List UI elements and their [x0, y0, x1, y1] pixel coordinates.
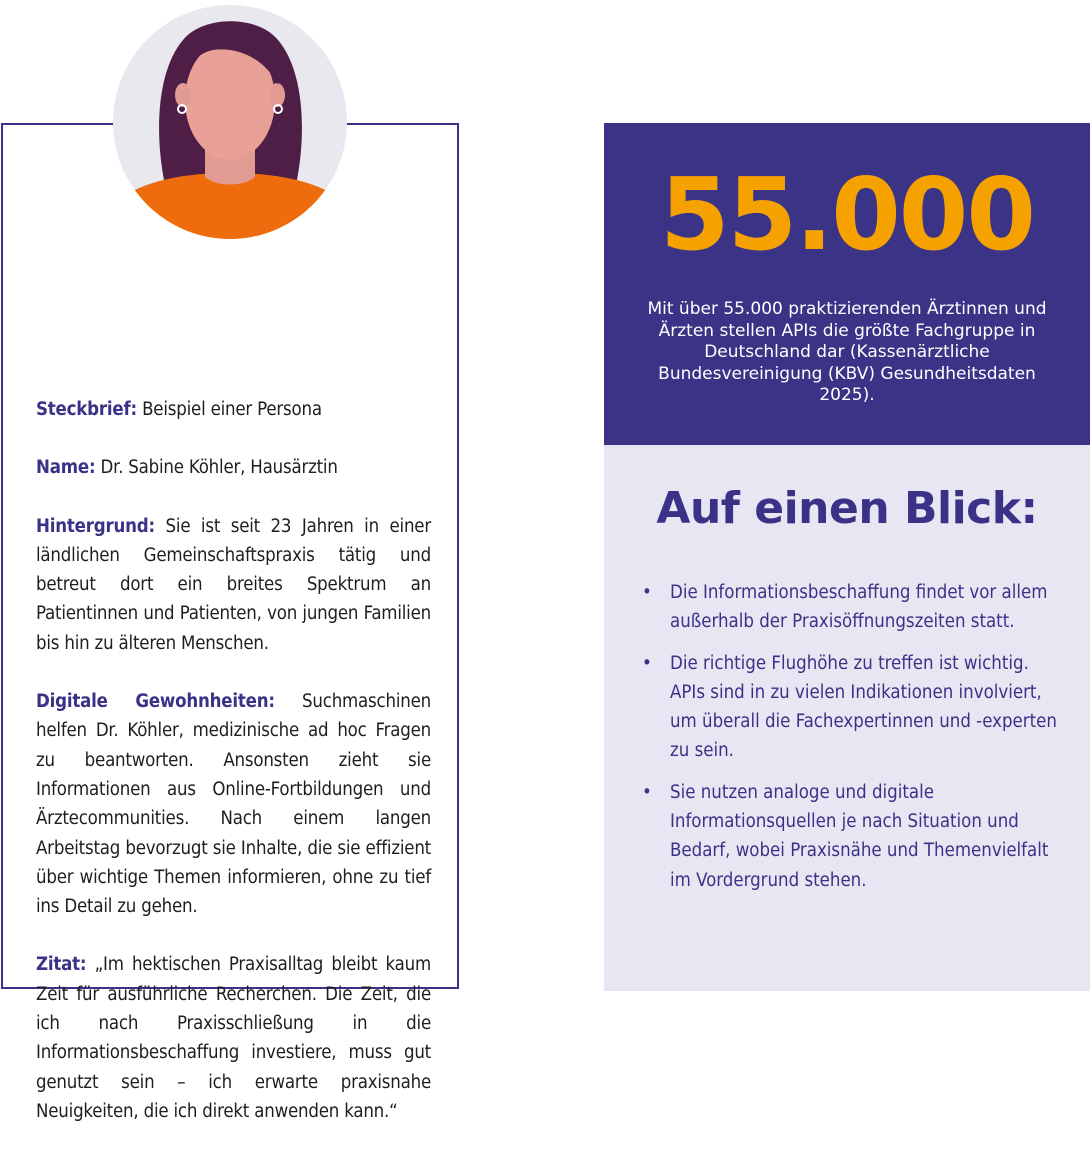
- stat-number: 55.000: [660, 156, 1034, 273]
- zitat-text: „Im hektischen Praxisalltag bleibt kaum Zeit für ausführliche Recherchen. Die Zeit, die ich nach Praxisschließung in die Informationsbeschaffung investiere, muss gut genutzt sein – ich erwarte praxisnahe Neuigkeiten, die ich direkt anwenden kann.“: [36, 954, 431, 1122]
- avatar-illustration: [113, 5, 347, 239]
- hintergrund-label: Hintergrund:: [36, 515, 155, 537]
- persona-card: [1, 123, 459, 1122]
- stat-description: Mit über 55.000 praktizierenden Ärztinnen und Ärzten stellen APIs die größte Fachgruppe in Deutschland dar (Kassenärztliche Bundesvereinigung (KBV) Gesundheitsdaten 2025).: [647, 299, 1047, 405]
- name-value: Dr. Sabine Köhler, Hausärztin: [95, 457, 338, 479]
- list-item-text: Die Informationsbeschaffung findet vor allem außerhalb der Praxisöffnungszeiten statt.: [670, 582, 1048, 633]
- summary-title: Auf einen Blick:: [656, 483, 1038, 534]
- list-item-text: Sie nutzen analoge und digitale Informationsquellen je nach Situation und Bedarf, wobei Praxisnähe und Themenvielfalt im Vordergrund stehen.: [670, 781, 1049, 891]
- list-item-text: Die richtige Flughöhe zu treffen ist wichtig. APIs sind in zu vielen Indikationen involviert, um überall die Fachexpertinnen und -experten zu sein.: [670, 652, 1057, 762]
- summary-list: [640, 578, 1060, 907]
- stat-panel: [604, 123, 1090, 445]
- list-item: [640, 778, 1060, 895]
- hintergrund-text: Sie ist seit 23 Jahren in einer ländlichen Gemeinschaftspraxis tätig und betreut dort ein breites Spektrum an Patientinnen und Patienten, von jungen Familien bis hin zu älteren Menschen.: [36, 515, 431, 654]
- digital-label: Digitale Gewohnheiten:: [36, 691, 275, 713]
- persona-profile: [36, 395, 431, 1155]
- zitat-label: Zitat:: [36, 954, 87, 976]
- zitat-paragraph: [36, 950, 431, 1126]
- hintergrund-paragraph: [36, 512, 431, 658]
- woman-avatar-icon: [113, 5, 347, 239]
- digital-text: Suchmaschinen helfen Dr. Köhler, medizinische ad hoc Fragen zu beantworten. Ansonsten zieht sie Informationen aus Online-Fortbildungen und Ärztecommunities. Nach einem langen Arbeitstag bevorzugt sie Inhalte, die sie effizient über wichtige Themen informieren, ohne zu tief ins Detail zu gehen.: [36, 691, 431, 918]
- steckbrief-line: [36, 395, 431, 424]
- summary-panel: [604, 445, 1090, 991]
- digital-paragraph: [36, 687, 431, 921]
- steckbrief-value: Beispiel einer Persona: [136, 399, 322, 420]
- list-item: [640, 649, 1060, 766]
- name-label: Name:: [36, 457, 96, 479]
- list-item: [640, 578, 1060, 637]
- name-line: [36, 453, 431, 482]
- bullet-icon: •: [642, 781, 652, 803]
- bullet-icon: •: [642, 582, 652, 603]
- steckbrief-label: Steckbrief:: [36, 399, 137, 420]
- bullet-icon: •: [642, 652, 652, 674]
